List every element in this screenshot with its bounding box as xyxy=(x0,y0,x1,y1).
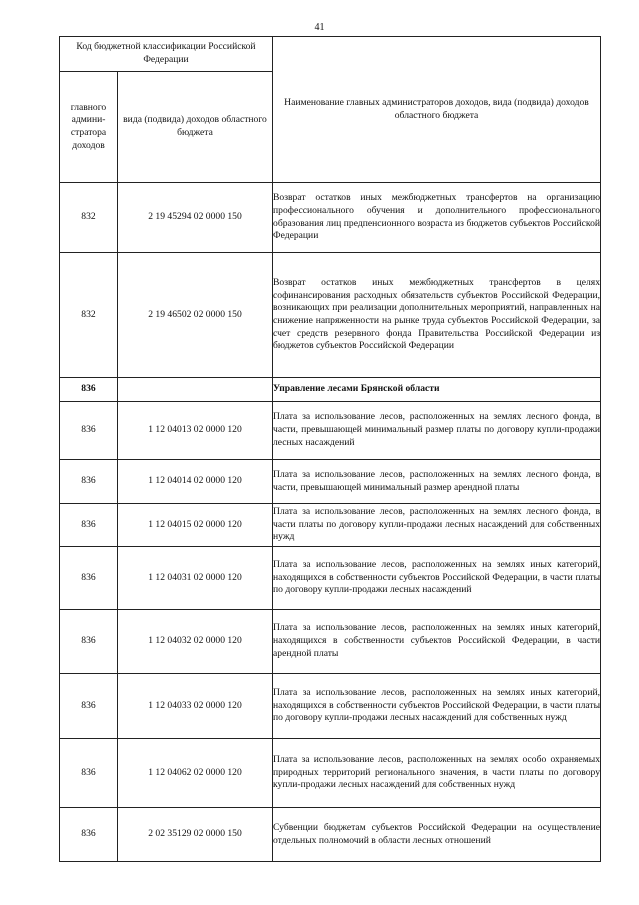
admin-code: 832 xyxy=(60,183,118,253)
income-code: 2 19 46502 02 0000 150 xyxy=(118,253,273,378)
income-name: Плата за использование лесов, расположенных на землях лесного фонда, в части, превышающей минимальный размер арендной платы xyxy=(273,460,601,504)
income-name: Субвенции бюджетам субъектов Российской Федерации на осуществление отдельных полномочий в области лесных отношений xyxy=(273,808,601,862)
income-name: Возврат остатков иных межбюджетных трансфертов на организацию профессионального обучения и дополнительного профессионального образования лиц предпенсионного возраста из бюджетов субъектов Российской Федерации xyxy=(273,183,601,253)
table-row xyxy=(60,674,601,739)
table-row xyxy=(60,183,601,253)
admin-code: 836 xyxy=(60,610,118,674)
header-code-group: Код бюджетной классификации Российской Федерации xyxy=(60,37,273,72)
income-code: 2 02 35129 02 0000 150 xyxy=(118,808,273,862)
income-code: 1 12 04015 02 0000 120 xyxy=(118,504,273,547)
admin-code: 836 xyxy=(60,808,118,862)
header-name: Наименование главных администраторов доходов, вида (подвида) доходов областного бюджета xyxy=(273,37,601,183)
table-row xyxy=(60,547,601,610)
admin-code: 836 xyxy=(60,547,118,610)
income-name: Плата за использование лесов, расположенных на землях иных категорий, находящихся в собственности субъектов Российской Федерации, в части платы по договору купли-продажи лесных насаждений для собственных нужд xyxy=(273,674,601,739)
income-name: Плата за использование лесов, расположенных на землях иных категорий, находящихся в собственности субъектов Российской Федерации, в части платы по договору купли-продажи лесных насаждений xyxy=(273,547,601,610)
income-name: Плата за использование лесов, расположенных на землях лесного фонда, в части платы по договору купли-продажи лесных насаждений для собственных нужд xyxy=(273,504,601,547)
income-name: Плата за использование лесов, расположенных на землях лесного фонда, в части, превышающей минимальный размер платы по договору купли-продажи лесных насаждений xyxy=(273,402,601,460)
income-name: Плата за использование лесов, расположенных на землях особо охраняемых природных территорий регионального значения, в части платы по договору купли-продажи лесных насаждений для собственных нужд xyxy=(273,739,601,808)
table-row xyxy=(60,739,601,808)
header-income-type: вида (подвида) доходов областного бюджета xyxy=(118,72,273,183)
income-name: Возврат остатков иных межбюджетных трансфертов в целях софинансирования расходных обязательств субъектов Российской Федерации, возникающих при реализации дополнительных мероприятий, направленных на снижение напряженности на рынке труда субъектов Российской Федерации, за счет средств резервного фонда Правительства Российской Федерации из бюджетов субъектов Российской Федерации xyxy=(273,253,601,378)
admin-code: 836 xyxy=(60,378,118,402)
income-code: 1 12 04033 02 0000 120 xyxy=(118,674,273,739)
admin-code: 836 xyxy=(60,460,118,504)
table-row xyxy=(60,504,601,547)
budget-classification-table xyxy=(59,36,601,862)
table-row xyxy=(60,610,601,674)
income-code: 1 12 04062 02 0000 120 xyxy=(118,739,273,808)
income-code: 1 12 04013 02 0000 120 xyxy=(118,402,273,460)
income-name: Плата за использование лесов, расположенных на землях иных категорий, находящихся в собственности субъектов Российской Федерации, в части арендной платы xyxy=(273,610,601,674)
income-code: 1 12 04032 02 0000 120 xyxy=(118,610,273,674)
admin-code: 836 xyxy=(60,674,118,739)
admin-code: 836 xyxy=(60,739,118,808)
admin-code: 836 xyxy=(60,504,118,547)
page-number: 41 xyxy=(314,22,325,33)
table-row xyxy=(60,460,601,504)
admin-code: 832 xyxy=(60,253,118,378)
table-row xyxy=(60,253,601,378)
table-row xyxy=(60,808,601,862)
income-code: 1 12 04031 02 0000 120 xyxy=(118,547,273,610)
table-row xyxy=(60,402,601,460)
income-code: 2 19 45294 02 0000 150 xyxy=(118,183,273,253)
header-admin: главного админи-стратора доходов xyxy=(60,72,118,183)
section-row xyxy=(60,378,601,402)
section-title: Управление лесами Брянской области xyxy=(273,378,601,402)
income-code xyxy=(118,378,273,402)
income-code: 1 12 04014 02 0000 120 xyxy=(118,460,273,504)
admin-code: 836 xyxy=(60,402,118,460)
